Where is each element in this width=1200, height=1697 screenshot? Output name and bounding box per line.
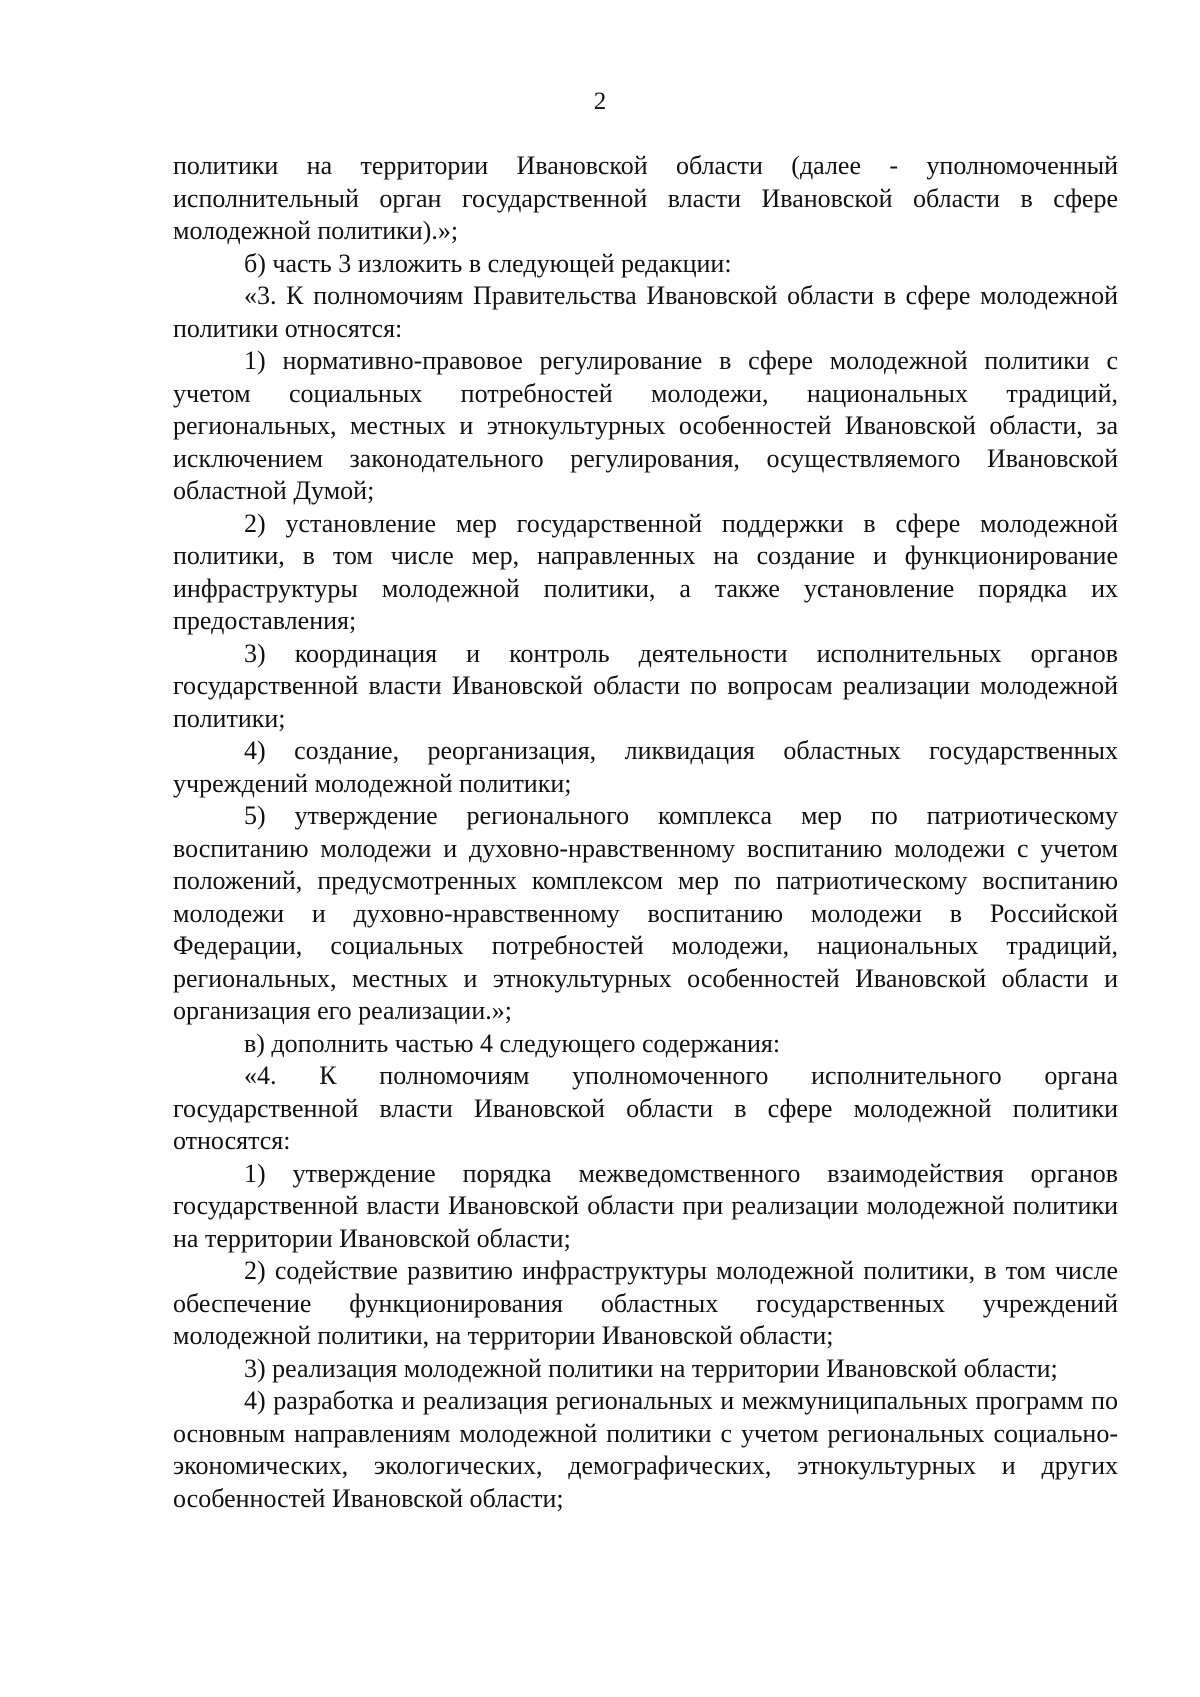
- paragraph-continuation: политики на территории Ивановской области (далее - уполномоченный исполнительный орган государственной власти Ивановской области в сфере молодежной политики).»;: [173, 151, 1118, 245]
- paragraph-part-3-item-2: 2) установление мер государственной поддержки в сфере молодежной политики, в том числе мер, направленных на создание и функционирование инфраструктуры молодежной политики, а также установление порядка их предоставления;: [173, 508, 1118, 635]
- paragraph-part-4-heading: «4. К полномочиям уполномоченного исполнительного органа государственной власти Ивановской области в сфере молодежной политики относятся:: [173, 1061, 1118, 1155]
- paragraph-part-4-item-3: 3) реализация молодежной политики на территории Ивановской области;: [244, 1353, 1058, 1383]
- page-number: 2: [593, 88, 607, 115]
- paragraph-amendment-b: б) часть 3 изложить в следующей редакции:: [244, 248, 732, 278]
- paragraph-amendment-v: в) дополнить частью 4 следующего содержания:: [244, 1028, 781, 1058]
- paragraph-part-3-item-1: 1) нормативно-правовое регулирование в сфере молодежной политики с учетом социальных потребностей молодежи, национальных традиций, региональных, местных и этнокультурных особенностей Ивановской области, за исключением законодательного регулирования, осуществляемого Ивановской областной Думой;: [173, 346, 1118, 505]
- document-body: [173, 150, 1118, 1515]
- paragraph-part-4-item-2: 2) содействие развитию инфраструктуры молодежной политики, в том числе обеспечение функционирования областных государственных учреждений молодежной политики, на территории Ивановской области;: [173, 1256, 1118, 1350]
- paragraph-part-3-heading: «3. К полномочиям Правительства Ивановской области в сфере молодежной политики относятся:: [173, 281, 1118, 343]
- paragraph-part-4-item-1: 1) утверждение порядка межведомственного взаимодействия органов государственной власти Ивановской области при реализации молодежной политики на территории Ивановской области;: [173, 1158, 1118, 1253]
- paragraph-part-3-item-5: 5) утверждение регионального комплекса мер по патриотическому воспитанию молодежи и духовно-нравственному воспитанию молодежи с учетом положений, предусмотренных комплексом мер по патриотическому воспитанию молодежи и духовно-нравственному воспитанию молодежи в Российской Федерации, социальных потребностей молодежи, национальных традиций, региональных, местных и этнокультурных особенностей Ивановской области и организация его реализации.»;: [173, 801, 1118, 1025]
- paragraph-part-3-item-4: 4) создание, реорганизация, ликвидация областных государственных учреждений молодежной политики;: [173, 736, 1118, 798]
- paragraph-part-4-item-4: 4) разработка и реализация региональных и межмуниципальных программ по основным направлениям молодежной политики с учетом региональных социально-экономических, экологических, демографических, этнокультурных и других особенностей Ивановской области;: [173, 1386, 1118, 1513]
- paragraph-part-3-item-3: 3) координация и контроль деятельности исполнительных органов государственной власти Ивановской области по вопросам реализации молодежной политики;: [173, 638, 1118, 733]
